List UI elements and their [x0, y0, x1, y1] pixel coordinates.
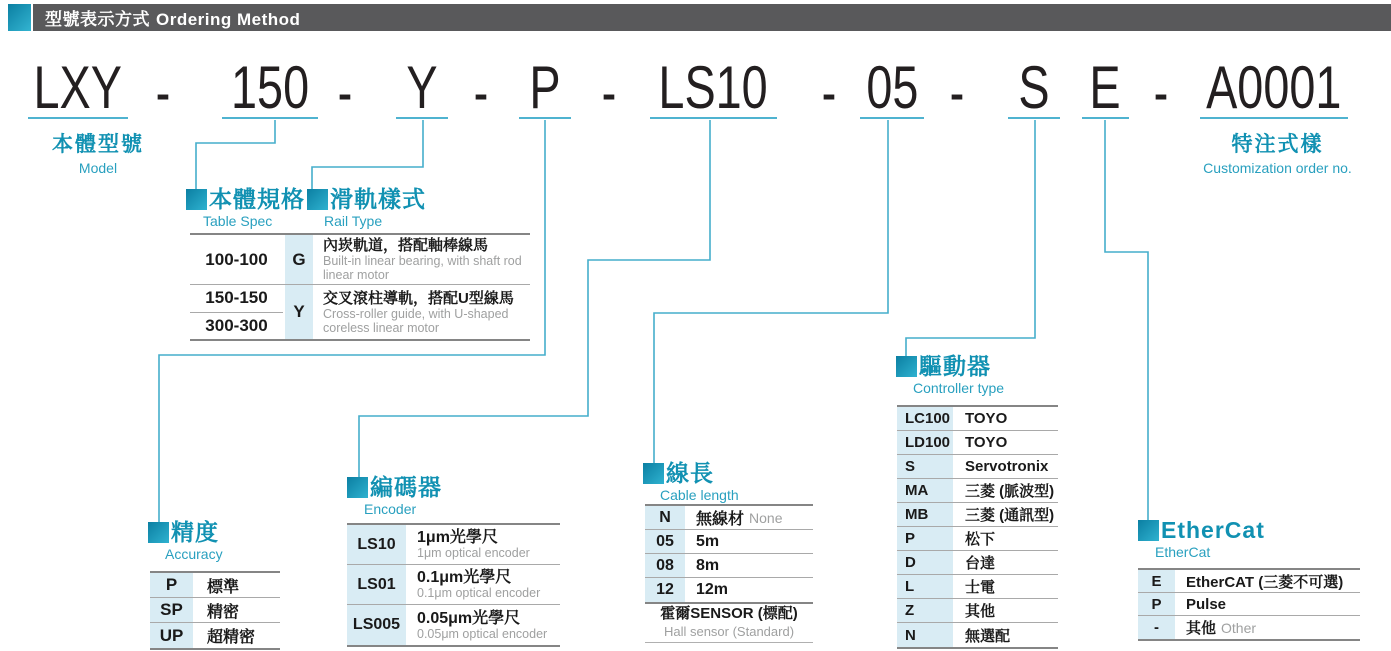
spec-cell	[190, 235, 285, 284]
heading-ethercat-title: EtherCat	[1161, 517, 1265, 543]
table-row	[1138, 570, 1360, 593]
code-cell: MA	[897, 479, 955, 502]
desc-zh: 交叉滾柱導軌，搭配U型線馬	[323, 289, 514, 307]
table-row	[190, 285, 530, 339]
value-zh: 精密	[207, 603, 240, 621]
value-cell	[955, 599, 995, 622]
code-cell: MB	[897, 503, 955, 526]
value-cell	[687, 530, 719, 553]
label-customization	[1180, 128, 1375, 176]
value-cell	[1177, 616, 1256, 639]
model-segment-text: P	[529, 54, 561, 121]
header-accent-square	[8, 4, 31, 31]
value-zh: 標準	[207, 578, 240, 596]
heading-encoder-zh: 編碼器	[370, 474, 442, 500]
table-row	[150, 623, 280, 648]
model-segment-text: LS10	[658, 54, 769, 121]
model-segment-text: 150	[230, 54, 310, 121]
value-cell	[955, 455, 1048, 478]
heading-controller-type-zh: 驅動器	[919, 353, 991, 379]
model-dash: -	[602, 70, 616, 117]
heading-cable-length-en: Cable length	[660, 487, 739, 503]
value-cell	[955, 503, 1054, 526]
cable-footer-en: Hall sensor (Standard)	[663, 624, 795, 639]
desc-cell	[315, 285, 530, 339]
value-zh: 超精密	[207, 629, 256, 646]
table-row	[897, 623, 1058, 647]
model-segment-ethercat	[1082, 56, 1129, 119]
table-row	[897, 455, 1058, 479]
model-dash: -	[156, 70, 170, 117]
value-zh: 無線材	[696, 511, 745, 528]
value-zh: Servotronix	[965, 458, 1049, 475]
value-zh: 三菱 (脈波型)	[965, 483, 1055, 500]
table-row	[150, 573, 280, 598]
model-dash: -	[1154, 70, 1168, 117]
model-dash: -	[474, 70, 488, 117]
model-dash: -	[950, 70, 964, 117]
code-cell: N	[897, 623, 955, 647]
code-cell: LS10	[347, 525, 408, 564]
heading-rail-type-en: Rail Type	[324, 213, 383, 229]
heading-table-spec-en: Table Spec	[203, 213, 273, 229]
value-cell	[408, 605, 547, 645]
value-cell	[955, 407, 1007, 430]
value-cell	[1177, 570, 1343, 592]
table-row	[897, 575, 1058, 599]
page-title-en: Ordering Method	[156, 10, 301, 29]
code-cell: Y	[285, 285, 315, 339]
bullet-square-icon	[896, 356, 917, 377]
code-cell: L	[897, 575, 955, 598]
heading-cable-length-zh: 線長	[666, 460, 714, 486]
value-zh: 1μm光學尺	[417, 529, 498, 546]
code-cell: LD100	[897, 431, 955, 454]
bullet-square-icon	[307, 189, 328, 210]
table-row	[897, 527, 1058, 551]
value-cell	[955, 551, 995, 574]
value-zh: 松下	[965, 531, 996, 548]
cable-footer-note	[645, 602, 813, 643]
value-cell	[408, 565, 540, 604]
value-zh: Pulse	[1186, 595, 1227, 613]
heading-accuracy-en: Accuracy	[165, 546, 223, 562]
label-model-zh: 本體型號	[52, 133, 144, 156]
model-segment-text: S	[1018, 54, 1050, 121]
model-segment-body	[28, 56, 128, 119]
code-cell: P	[897, 527, 955, 550]
value-en: 0.1μm optical encoder	[417, 586, 541, 600]
value-zh: 其他	[1186, 620, 1217, 637]
bullet-square-icon	[643, 463, 664, 484]
value-zh: EtherCAT (三菱不可選)	[1186, 573, 1344, 591]
table-row	[897, 551, 1058, 575]
spec-cell	[190, 285, 285, 339]
heading-accuracy	[148, 521, 223, 562]
value-en: 0.05μm optical encoder	[417, 626, 548, 641]
model-segment-custom	[1200, 56, 1348, 119]
value-zh: 其他	[965, 603, 996, 620]
encoder-table	[347, 523, 560, 647]
value-zh: 12m	[696, 581, 729, 598]
table-row	[645, 554, 813, 578]
bullet-square-icon	[148, 522, 169, 543]
value-en: None	[749, 509, 783, 526]
code-cell: 08	[645, 554, 687, 577]
heading-rail-type	[307, 188, 426, 229]
value-zh: 台達	[965, 555, 996, 572]
code-cell: 12	[645, 578, 687, 602]
value-cell	[955, 575, 995, 598]
code-cell: LS01	[347, 565, 408, 604]
value-cell	[955, 479, 1054, 502]
heading-ethercat	[1138, 519, 1265, 560]
model-segment-cable	[860, 56, 924, 119]
value-cell	[195, 623, 255, 648]
code-cell: D	[897, 551, 955, 574]
value-en: Other	[1221, 619, 1257, 636]
model-dash: -	[338, 70, 352, 117]
heading-cable-length	[643, 462, 739, 503]
table-row	[1138, 593, 1360, 616]
label-customization-en: Customization order no.	[1203, 160, 1352, 176]
table-row	[897, 599, 1058, 623]
model-segment-accuracy	[519, 56, 571, 119]
value-cell	[408, 525, 530, 564]
code-cell: -	[1138, 616, 1177, 639]
bullet-square-icon	[186, 189, 207, 210]
value-cell	[955, 431, 1007, 454]
desc-zh: 內崁軌道，搭配軸棒線馬	[323, 237, 489, 254]
section-header-bar	[33, 4, 1391, 31]
model-segment-encoder	[650, 56, 777, 119]
table-row	[645, 578, 813, 602]
ethercat-table	[1138, 568, 1360, 641]
value-cell	[687, 506, 782, 529]
code-cell: P	[150, 573, 195, 597]
value-cell	[955, 623, 1010, 647]
heading-controller-type-en: Controller type	[913, 380, 1005, 396]
model-segment-controller	[1008, 56, 1060, 119]
spec-value: 150-150	[205, 288, 268, 308]
page-title-zh: 型號表示方式	[45, 10, 150, 29]
heading-encoder	[347, 476, 442, 517]
code-cell: SP	[150, 598, 195, 622]
model-segment-spec	[222, 56, 318, 119]
page-title	[33, 5, 300, 30]
table-row	[190, 235, 530, 285]
rail-type-table	[190, 233, 530, 341]
desc-en: Cross-roller guide, with U-shaped coreless linear motor	[323, 306, 509, 335]
label-customization-zh: 特注式樣	[1231, 133, 1324, 156]
table-row	[897, 431, 1058, 455]
bullet-square-icon	[1138, 520, 1159, 541]
code-cell: LC100	[897, 407, 955, 430]
value-zh: TOYO	[965, 410, 1008, 427]
label-model-en: Model	[78, 160, 118, 176]
model-segment-text: A0001	[1206, 54, 1342, 121]
model-segment-text: Y	[406, 54, 438, 121]
value-cell	[687, 554, 719, 577]
spec-value: 300-300	[190, 312, 283, 340]
heading-encoder-en: Encoder	[364, 501, 417, 517]
value-cell	[195, 573, 239, 597]
cable-length-table	[645, 504, 813, 604]
value-cell	[687, 578, 728, 602]
code-cell: S	[897, 455, 955, 478]
heading-accuracy-zh: 精度	[171, 519, 219, 545]
code-cell: Z	[897, 599, 955, 622]
value-cell	[195, 598, 239, 622]
code-cell: LS005	[347, 605, 408, 645]
table-row	[347, 565, 560, 605]
table-row	[347, 605, 560, 645]
cable-footer-zh: 霍爾SENSOR (標配)	[660, 605, 798, 622]
desc-cell	[315, 235, 530, 284]
code-cell: G	[285, 235, 315, 284]
code-cell: N	[645, 506, 687, 529]
table-row	[150, 598, 280, 623]
model-segment-rail	[396, 56, 448, 119]
model-segment-text: E	[1089, 54, 1122, 121]
table-row	[347, 525, 560, 565]
value-zh: 5m	[696, 532, 720, 550]
model-segment-text: LXY	[33, 54, 123, 121]
code-cell: E	[1138, 570, 1177, 592]
value-zh: TOYO	[965, 434, 1008, 451]
table-row	[897, 503, 1058, 527]
value-cell	[955, 527, 995, 550]
table-row	[1138, 616, 1360, 639]
heading-controller-type	[896, 355, 1004, 396]
heading-ethercat-en: EtherCat	[1155, 544, 1211, 560]
controller-type-table	[897, 405, 1058, 649]
heading-table-spec-zh: 本體規格	[209, 186, 305, 212]
code-cell: 05	[645, 530, 687, 553]
value-zh: 8m	[696, 556, 720, 574]
model-segment-text: 05	[865, 54, 919, 121]
bullet-square-icon	[347, 477, 368, 498]
heading-rail-type-zh: 滑軌樣式	[330, 186, 426, 212]
desc-en: Built-in linear bearing, with shaft rod linear motor	[323, 254, 522, 282]
accuracy-table	[150, 571, 280, 650]
table-row	[897, 479, 1058, 503]
value-zh: 0.05μm光學尺	[417, 609, 521, 627]
value-zh: 士電	[965, 579, 996, 596]
table-row	[645, 506, 813, 530]
heading-table-spec	[186, 188, 305, 229]
value-zh: 0.1μm光學尺	[417, 569, 512, 586]
table-row	[645, 530, 813, 554]
spec-value: 100-100	[205, 249, 268, 269]
label-model	[33, 128, 163, 176]
code-cell: P	[1138, 593, 1177, 615]
model-dash: -	[822, 70, 836, 117]
value-zh: 無選配	[965, 627, 1011, 645]
value-en: 1μm optical encoder	[417, 546, 530, 560]
value-cell	[1177, 593, 1226, 615]
code-cell: UP	[150, 623, 195, 648]
value-zh: 三菱 (通訊型)	[965, 507, 1055, 524]
table-row	[897, 407, 1058, 431]
